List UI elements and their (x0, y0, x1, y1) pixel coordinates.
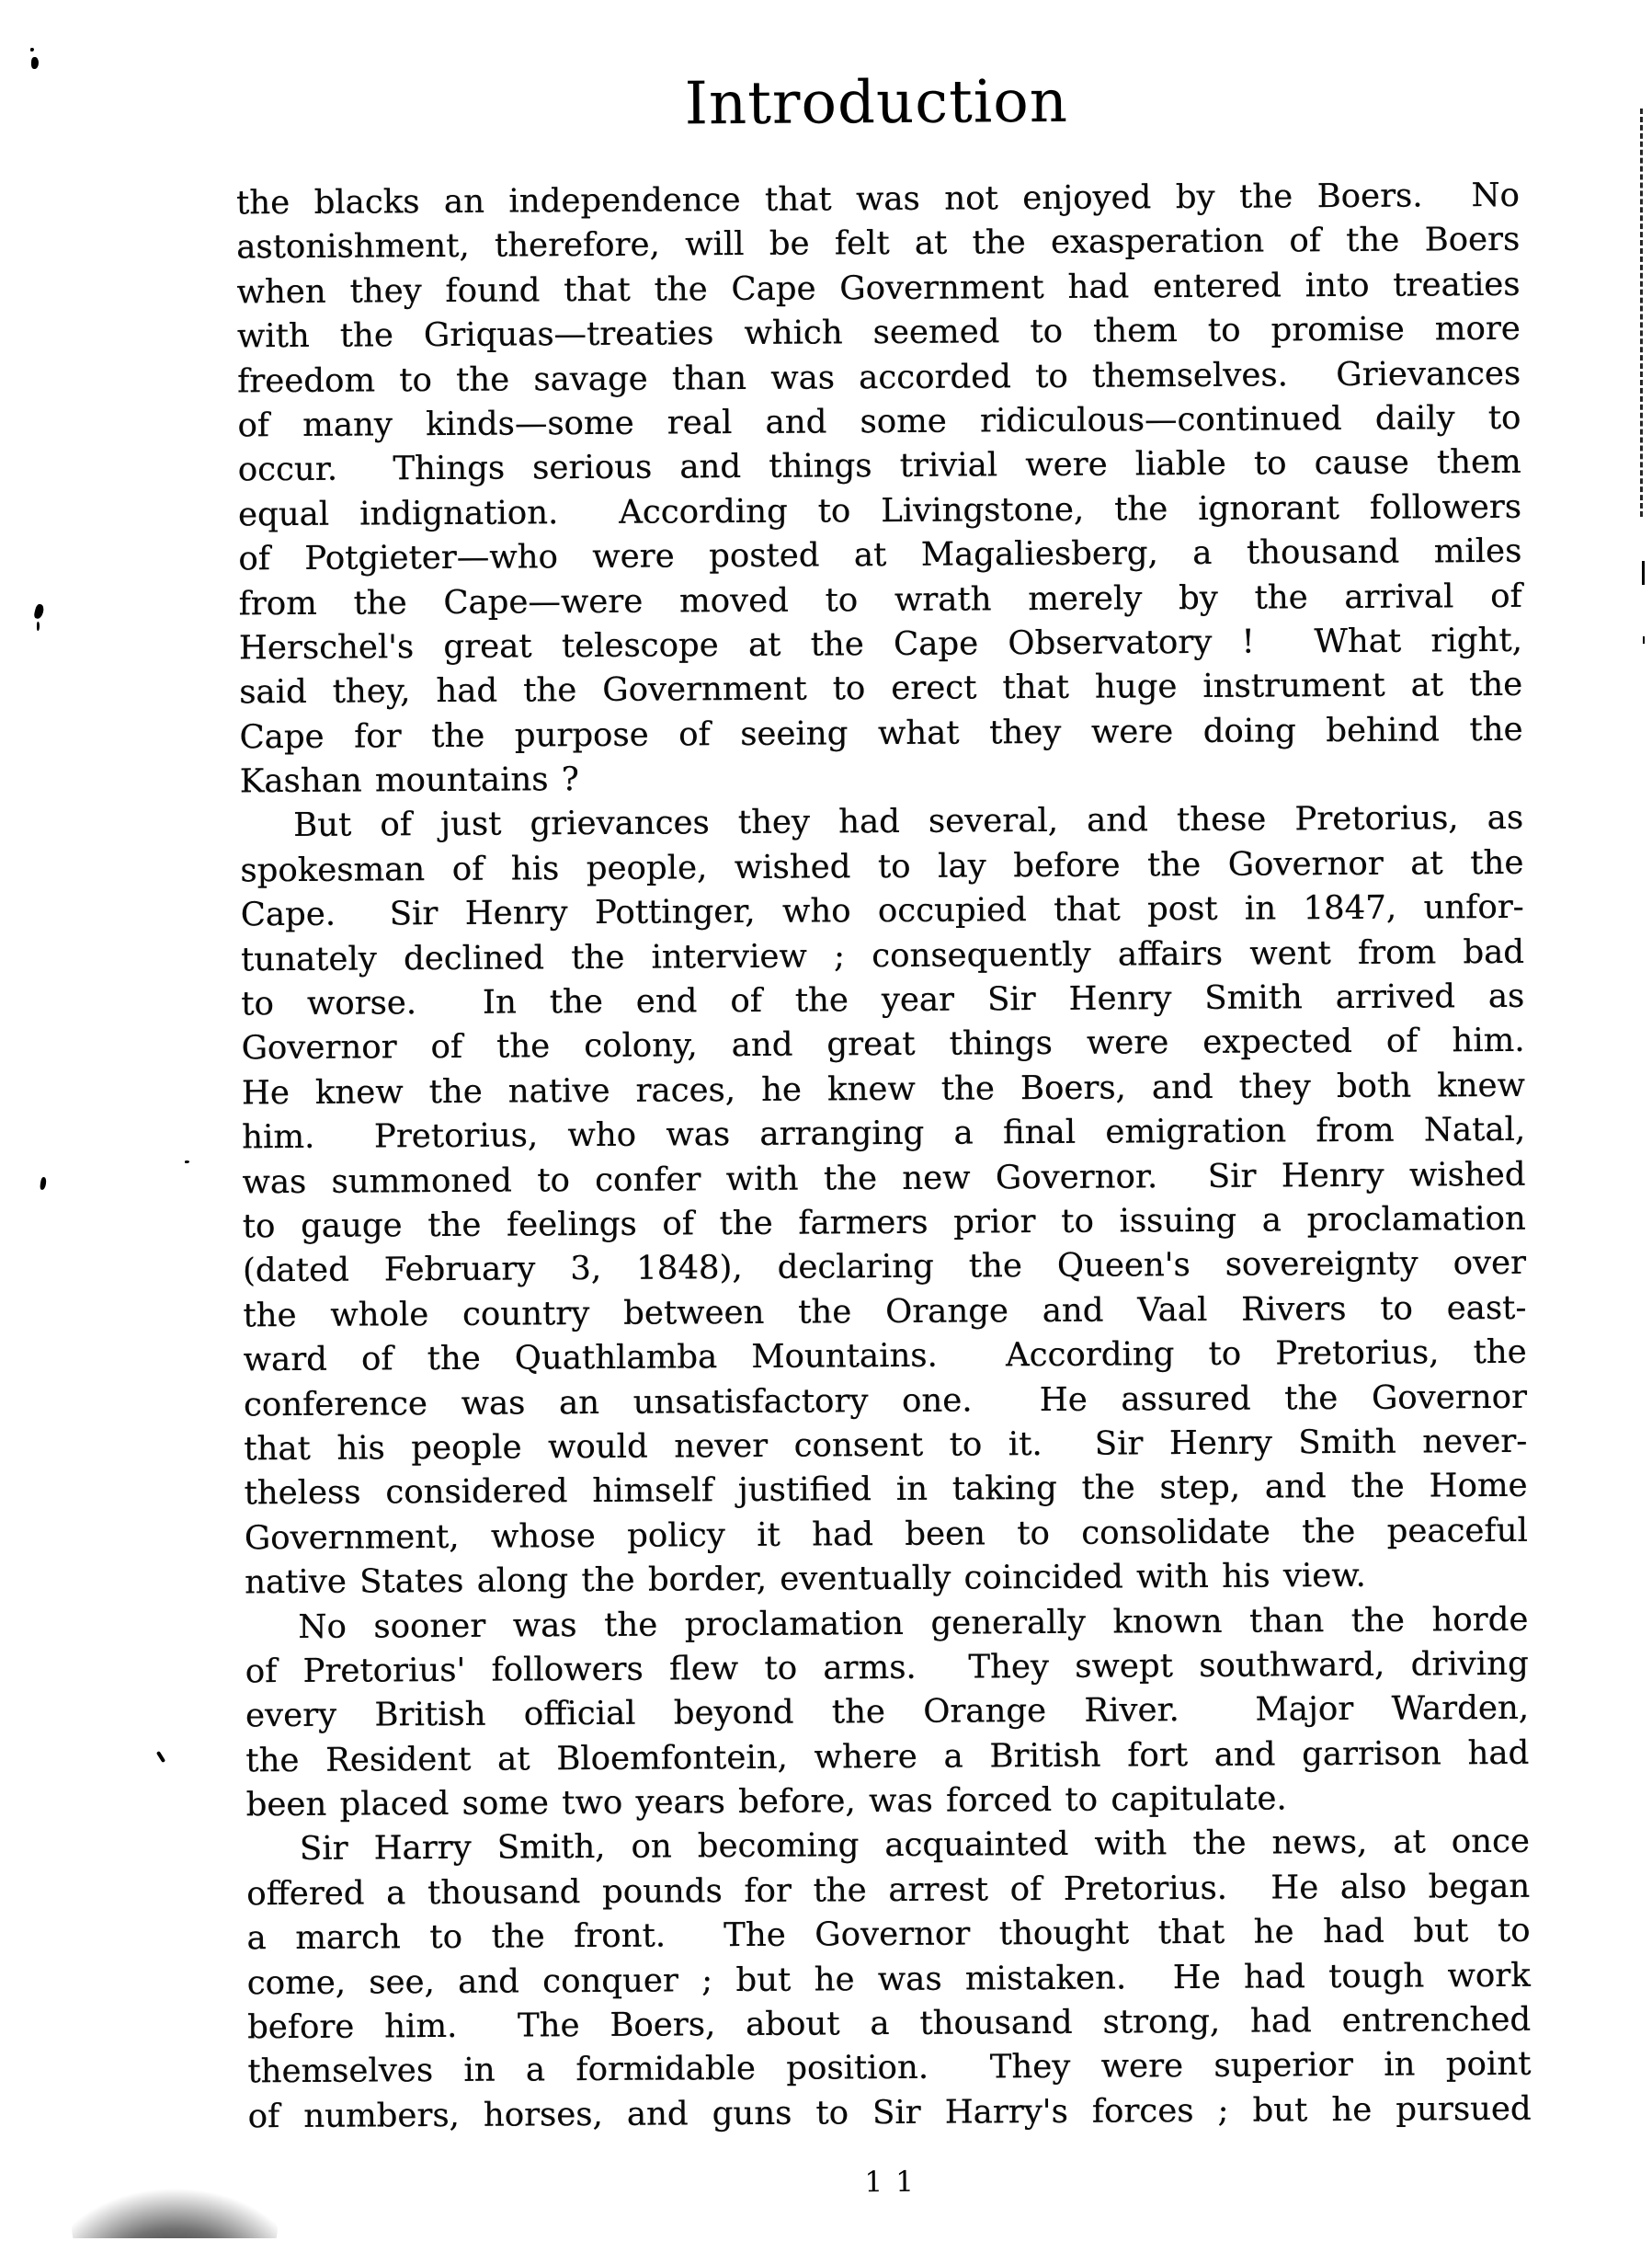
scan-edge-mark (1643, 636, 1645, 644)
text-line: astonishment, therefore, will be felt at the exasperation of the Boers (236, 221, 1521, 267)
text-line: ward of the Quathlamba Mountains. According to Pretorius, the (243, 1332, 1527, 1379)
text-line: of many kinds—some real and some ridiculous—continued daily to (237, 398, 1521, 445)
text-line: Herschel's great telescope at the Cape Observatory ! What right, (238, 621, 1523, 668)
text-line: themselves in a formidable position. They were superior in point (247, 2045, 1532, 2091)
text-line: offered a thousand pounds for the arrest of Pretorius. He also began (246, 1867, 1531, 1914)
text-line: from the Cape—were moved to wrath merely by the arrival of (238, 577, 1522, 623)
text-line: (dated February 3, 1848), declaring the Queen's sovereignty over (242, 1244, 1527, 1290)
text-line: No sooner was the proclamation generally known than the horde (298, 1600, 1529, 1646)
text-line: equal indignation. According to Livingstone, the ignorant followers (237, 487, 1522, 534)
scan-edge-line (1640, 109, 1643, 517)
page-title: Introduction (684, 67, 1069, 139)
text-line: with the Griquas—treaties which seemed to them to promise more (236, 309, 1521, 356)
text-line: theless considered himself justified in taking the step, and the Home (244, 1467, 1528, 1513)
scan-edge-mark (1642, 561, 1645, 585)
text-line: Government, whose policy it had been to consolidate the peaceful (244, 1511, 1528, 1558)
text-line: the Resident at Bloemfontein, where a British fort and garrison had (245, 1733, 1530, 1779)
text-line: the whole country between the Orange and Vaal Rivers to east- (243, 1288, 1527, 1335)
text-line: of Pretorius' followers flew to arms. They swept southward, driving (245, 1644, 1529, 1691)
text-line: of Potgieter—who were posted at Magaliesberg, a thousand miles (238, 532, 1522, 578)
text-line: him. Pretorius, who was arranging a final emigration from Natal, (242, 1111, 1526, 1157)
text-line: He knew the native races, he knew the Boers, and they both knew (241, 1066, 1526, 1113)
text-line: was summoned to confer with the new Governor. Sir Henry wished (242, 1155, 1526, 1201)
text-line: freedom to the savage than was accorded to themselves. Grievances (237, 354, 1521, 400)
text-line: that his people would never consent to it. Sir Henry Smith never- (244, 1422, 1528, 1469)
text-line: when they found that the Cape Government had entered into treaties (236, 265, 1521, 312)
text-line: been placed some two years before, was forced to capitulate. (245, 1779, 1287, 1824)
page-number: 11 (864, 2165, 928, 2200)
text-line: But of just grievances they had several, and these Pretorius, as (293, 799, 1524, 845)
text-line: to worse. In the end of the year Sir Henry Smith arrived as (241, 977, 1525, 1023)
text-line: the blacks an independence that was not enjoyed by the Boers. No (235, 176, 1521, 223)
text-line: spokesman of his people, wished to lay before the Governor at the (240, 843, 1524, 890)
text-line: said they, had the Government to erect that huge instrument at the (239, 666, 1523, 712)
text-line: every British official beyond the Orange River. Major Warden, (245, 1689, 1530, 1735)
text-line: Cape. Sir Henry Pottinger, who occupied that post in 1847, unfor- (240, 888, 1524, 934)
text-line: Kashan mountains ? (239, 760, 580, 801)
text-line: Cape for the purpose of seeing what they were doing behind the (239, 710, 1523, 757)
text-line: Sir Harry Smith, on becoming acquainted with the news, at once (299, 1823, 1531, 1869)
text-line: before him. The Boers, about a thousand strong, had entrenched (247, 2000, 1532, 2047)
body-text (236, 174, 1532, 2140)
ink-smudge (64, 2143, 285, 2238)
text-line: a march to the front. The Governor thought that he had but to (246, 1912, 1531, 1958)
text-line: come, see, and conquer ; but he was mistaken. He had tough work (246, 1956, 1531, 2002)
text-line: to gauge the feelings of the farmers prior to issuing a proclamation (242, 1199, 1526, 1246)
text-line: tunately declined the interview ; consequently affairs went from bad (240, 932, 1525, 978)
text-line: Governor of the colony, and great things were expected of him. (241, 1022, 1525, 1068)
text-line: native States along the border, eventually coincided with his view. (245, 1556, 1366, 1602)
text-line: occur. Things serious and things trivial were liable to cause them (237, 443, 1521, 489)
text-line: of numbers, horses, and guns to Sir Harry's forces ; but he pursued (247, 2089, 1532, 2136)
text-line: conference was an unsatisfactory one. He assured the Governor (243, 1378, 1528, 1423)
